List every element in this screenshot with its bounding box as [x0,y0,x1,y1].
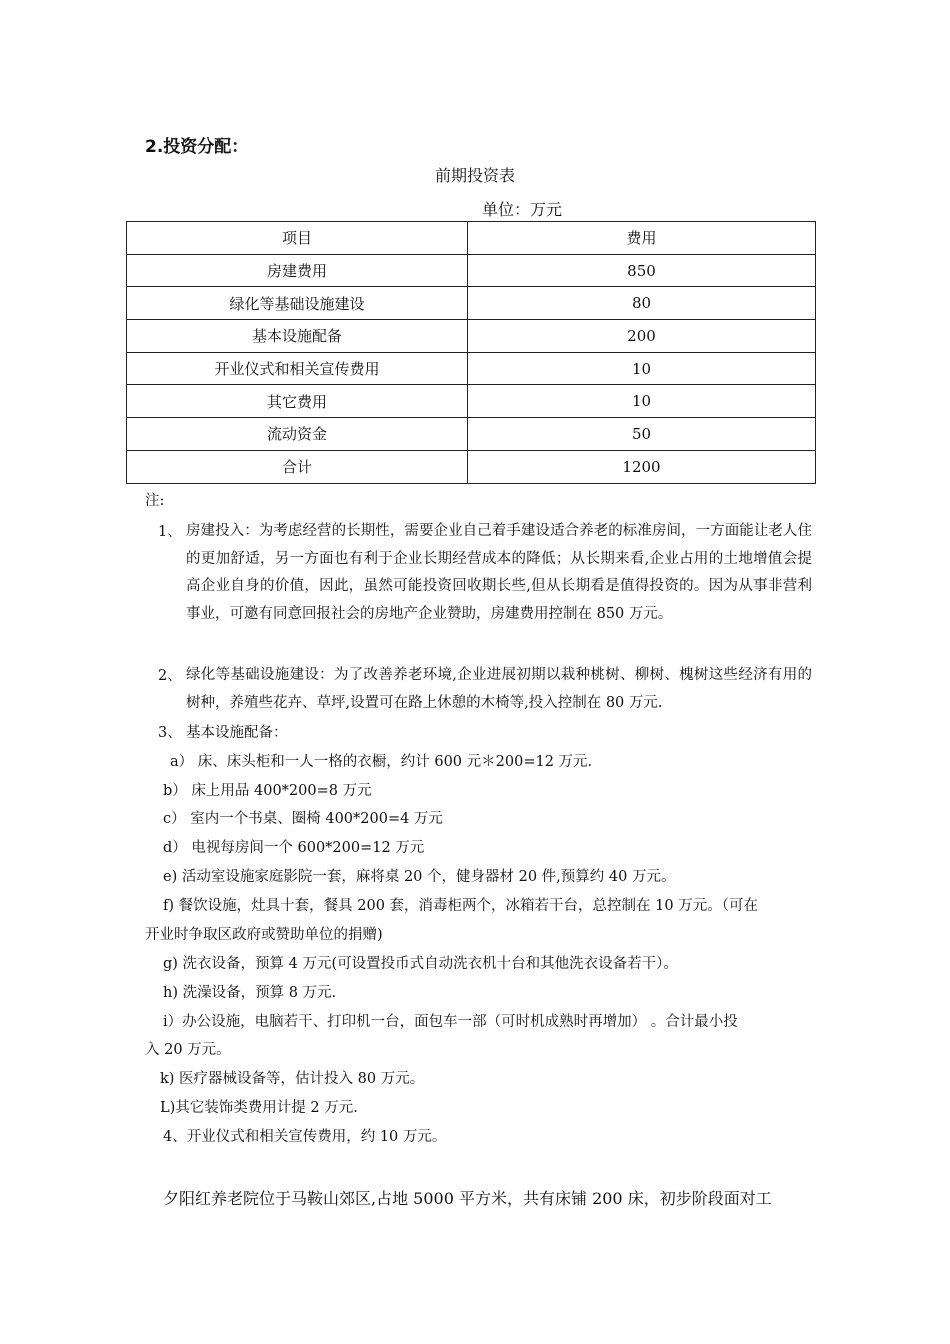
table-total-row [127,450,816,483]
note-3-item-a: a） 床、床头柜和一人一格的衣橱，约计 600 元＊200=12 万元. [170,754,593,770]
notes-label: 注: [145,493,165,509]
table-header-row [127,222,816,255]
table-row [127,385,816,418]
note-1-number: 1、 [158,524,182,540]
row-cost: 10 [468,352,816,385]
note-3-item-e: e) 活动室设施家庭影院一套，麻将桌 20 个，健身器材 20 件,预算约 40 万元。 [163,869,676,885]
row-item: 基本设施配备 [127,320,468,353]
note-4-text: 4、开业仪式和相关宣传费用，约 10 万元。 [163,1129,447,1145]
header-cost: 费用 [468,222,816,255]
note-3-item-f-cont: 开业时争取区政府或赞助单位的捐赠) [145,927,383,943]
table-unit: 单位：万元 [482,200,563,219]
table-row [127,418,816,451]
note-3-item-i: i）办公设施，电脑若干、打印机一台，面包车一部（可时机成熟时再增加） 。合计最小投 [163,1014,738,1030]
note-3-item-d: d） 电视每房间一个 600*200=12 万元 [163,840,425,856]
row-cost: 50 [468,418,816,451]
table-row [127,287,816,320]
note-3-item-f: f) 餐饮设施，灶具十套，餐具 200 套，消毒柜两个，冰箱若干台，总控制在 10 万元。（可在 [163,898,758,914]
note-3-item-g: g) 洗衣设备，预算 4 万元(可设置投币式自动洗衣机十台和其他洗衣设备若干）。 [163,956,678,972]
note-3-item-k: k) 医疗器械设备等，估计投入 80 万元。 [160,1071,425,1087]
row-cost: 850 [468,254,816,287]
section-heading: 2.投资分配： [145,137,249,157]
total-cost: 1200 [468,450,816,483]
note-2-text: 绿化等基础设施建设：为了改善养老环境,企业进展初期以栽种桃树、柳树、槐树这些经济有用的树种，养殖些花卉、草坪,设置可在路上休憩的木椅等,投入控制在 80 万元. [186,667,812,711]
row-item: 房建费用 [127,254,468,287]
table-row [127,254,816,287]
row-item: 绿化等基础设施建设 [127,287,468,320]
note-3-item-i-cont: 入 20 万元。 [145,1042,231,1058]
row-cost: 10 [468,385,816,418]
row-item: 其它费用 [127,385,468,418]
note-1-text: 房建投入：为考虑经营的长期性，需要企业自己着手建设适合养老的标准房间，一方面能让老人住的更加舒适，另一方面也有利于企业长期经营成本的降低；从长期来看,企业占用的土地增值会提高企业自身的价值，因此，虽然可能投资回收期长些,但从长期看是值得投资的。因为从事非营利事业，可邀有同意回报社会的房地产企业赞助，房建费用控制在 850 万元。 [186,523,812,622]
row-item: 流动资金 [127,418,468,451]
note-3-title: 基本设施配备： [186,725,288,741]
note-3-item-h: h) 洗澡设备，预算 8 万元. [163,985,337,1001]
row-cost: 200 [468,320,816,353]
closing-paragraph: 夕阳红养老院位于马鞍山郊区,占地 5000 平方米，共有床铺 200 床，初步阶段面对工 [163,1189,772,1208]
table-title: 前期投资表 [434,166,515,185]
row-item: 开业仪式和相关宣传费用 [127,352,468,385]
investment-table [126,221,816,484]
note-3-number: 3、 [158,725,182,741]
note-3-item-l: L)其它装饰类费用计提 2 万元. [160,1100,358,1116]
table-row [127,352,816,385]
total-label: 合计 [127,450,468,483]
table-row [127,320,816,353]
note-2-number: 2、 [158,668,182,684]
header-item: 项目 [127,222,468,255]
note-3-item-c: c） 室内一个书桌、圈椅 400*200=4 万元 [163,811,443,827]
row-cost: 80 [468,287,816,320]
note-3-item-b: b） 床上用品 400*200=8 万元 [163,783,372,799]
